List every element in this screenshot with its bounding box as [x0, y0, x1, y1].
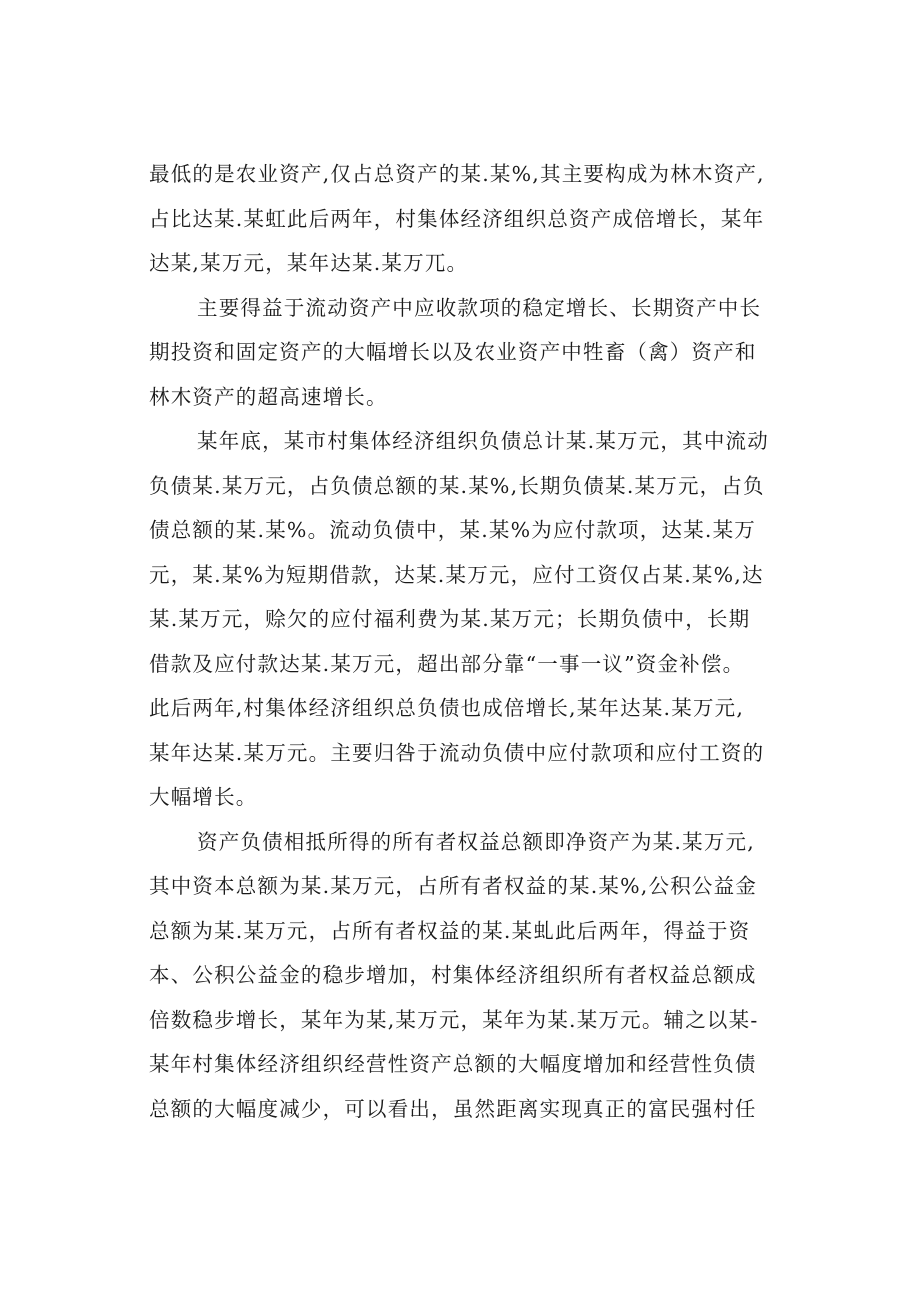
text-line: 倍数稳步增长，某年为某,某万元，某年为某.某万元。辅之以某-: [149, 1007, 759, 1032]
text-line: 大幅增长。: [149, 785, 258, 809]
text-line: 占比达某.某虹此后两年，村集体经济组织总资产成倍增长，某年: [149, 206, 765, 231]
text-line: 本、公积公益金的稳步增加，村集体经济组织所有者权益总额成: [149, 963, 757, 987]
text-line: 元，某.某%为短期借款，达某.某万元，应付工资仅占某.某%,达: [149, 562, 764, 587]
text-line: 某年底，某市村集体经济组织负债总计某.某万元，其中流动: [197, 429, 769, 453]
paragraph-1: [149, 152, 809, 286]
text-line: 债总额的某.某%。流动负债中，某.某%为应付款项，达某.某万: [149, 518, 757, 542]
text-line: 最低的是农业资产,仅占总资产的某.某%,其主要构成为林木资产,: [149, 162, 765, 186]
document-body: [149, 152, 809, 1131]
text-line: 借款及应付款达某.某万元，超出部分靠“一事一议”资金补偿。: [149, 651, 745, 676]
text-line: 总额的大幅度减少，可以看出，虽然距离实现真正的富民强村任: [149, 1096, 757, 1121]
text-line: 资产负债相抵所得的所有者权益总额即净资产为某.某万元,: [197, 829, 755, 854]
text-line: 林木资产的超高速增长。: [149, 384, 388, 409]
text-line: 主要得益于流动资产中应收款项的稳定增长、长期资产中长: [197, 295, 762, 320]
text-line: 达某,某万元，某年达某.某万兀。: [149, 251, 469, 275]
text-line: 某.某万元，赊欠的应付福利费为某.某万元；长期负债中，长期: [149, 607, 751, 631]
text-line: 总额为某.某万元，占所有者权益的某.某虬此后两年，得益于资: [149, 918, 751, 943]
text-line: 期投资和固定资产的大幅增长以及农业资产中牲畜（禽）资产和: [149, 340, 757, 364]
text-line: 某年村集体经济组织经营性资产总额的大幅度增加和经营性负债: [149, 1052, 757, 1076]
paragraph-2: [149, 286, 809, 420]
text-line: 此后两年,村集体经济组织总负债也成倍增长,某年达某.某万元,: [149, 696, 745, 720]
text-line: 其中资本总额为某.某万元，占所有者权益的某.某%,公积公益金: [149, 874, 758, 898]
paragraph-4: [149, 820, 809, 1132]
text-line: 负债某.某万元，占负债总额的某.某%,长期负债某.某万元，占负: [149, 473, 765, 498]
paragraph-3: [149, 419, 809, 820]
text-line: 某年达某.某万元。主要归咎于流动负债中应付款项和应付工资的: [149, 740, 765, 765]
